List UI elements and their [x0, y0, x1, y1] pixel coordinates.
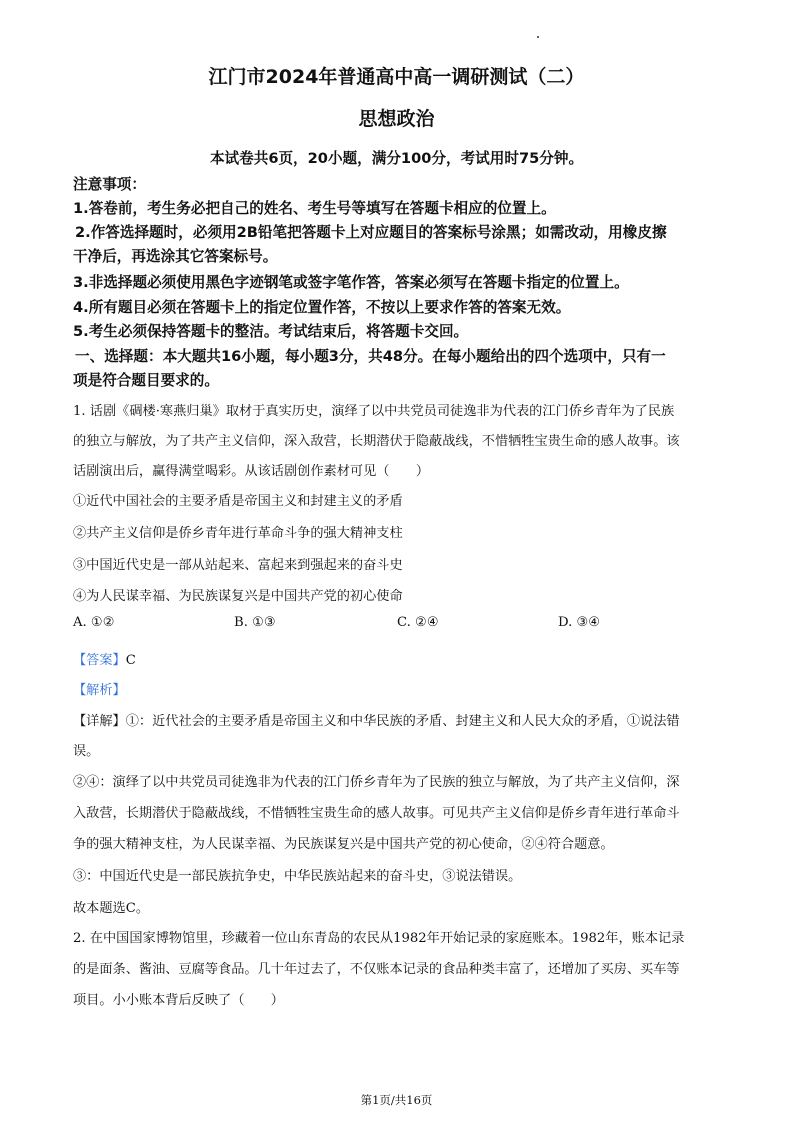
detail-line: ③：中国近代史是一部民族抗争史，中华民族站起来的奋斗史，③说法错误。	[73, 869, 522, 884]
subject-title: 思想政治	[358, 108, 435, 130]
exam-title: 江门市2024年普通高中高一调研测试（二）	[208, 66, 585, 88]
question-2-stem: 2. 在中国国家博物馆里，珍藏着一位山东青岛的农民从1982年开始记录的家庭账本。1982年，账本记录	[73, 931, 685, 946]
note-item: 4.所有题目必须在答题卡上的指定位置作答，不按以上要求作答的答案无效。	[73, 299, 571, 316]
question-1-stem: 话剧演出后，赢得满堂喝彩。从该话剧创作素材可见（ ）	[73, 464, 430, 479]
stray-mark	[537, 36, 539, 38]
statement-2: ②共产主义信仰是侨乡青年进行革命斗争的强大精神支柱	[73, 526, 403, 541]
analysis-tag: 【解析】	[73, 683, 126, 698]
question-1-stem: 1. 话剧《碉楼·寒燕归巢》取材于真实历史，演绎了以中共党员司徒逸非为代表的江门侨乡青年为了民族	[73, 404, 675, 419]
option-c: C. ②④	[397, 615, 439, 630]
answer-line	[73, 649, 136, 668]
section-heading: 一、选择题：本大题共16小题，每小题3分，共48分。在每小题给出的四个选项中，只有一	[75, 348, 666, 365]
exam-info: 本试卷共6页，20小题，满分100分，考试用时75分钟。	[209, 150, 584, 167]
detail-line: 误。	[73, 744, 100, 759]
note-item: 干净后，再选涂其它答案标号。	[73, 248, 278, 265]
detail-line: ②④：演绎了以中共党员司徒逸非为代表的江门侨乡青年为了民族的独立与解放，为了共产主义信仰，深	[73, 775, 680, 790]
statement-3: ③中国近代史是一部从站起来、富起来到强起来的奋斗史	[73, 558, 403, 573]
section-heading-cont: 项是符合题目要求的。	[73, 372, 219, 389]
question-1-stem: 的独立与解放，为了共产主义信仰，深入敌营，长期潜伏于隐蔽战线，不惜牺牲宝贵生命的感人故事。该	[73, 434, 680, 449]
detail-line: 入敌营，长期潜伏于隐蔽战线，不惜牺牲宝贵生命的感人故事。可见共产主义信仰是侨乡青年进行革命斗	[73, 806, 680, 821]
note-item: 5.考生必须保持答题卡的整洁。考试结束后，将答题卡交回。	[73, 323, 469, 340]
detail-line: 故本题选C。	[73, 901, 150, 916]
detail-line: 【详解】①：近代社会的主要矛盾是帝国主义和中华民族的矛盾、封建主义和人民大众的矛盾，①说法错	[73, 714, 680, 729]
statement-4: ④为人民谋幸福、为民族谋复兴是中国共产党的初心使命	[73, 589, 403, 604]
answer-value: C	[125, 653, 136, 668]
question-2-stem: 的是面条、酱油、豆腐等食品。几十年过去了，不仅账本记录的食品种类丰富了，还增加了买房、买车等	[73, 962, 680, 977]
note-item: 3.非选择题必须使用黑色字迹钢笔或签字笔作答，答案必须写在答题卡指定的位置上。	[73, 274, 629, 291]
option-d: D. ③④	[558, 615, 601, 630]
detail-line: 争的强大精神支柱，为人民谋幸福、为民族谋复兴是中国共产党的初心使命，②④符合题意。	[73, 837, 614, 852]
answer-tag: 【答案】	[73, 653, 126, 668]
option-b: B. ①③	[234, 615, 276, 630]
note-item: 1.答卷前，考生务必把自己的姓名、考生号等填写在答题卡相应的位置上。	[73, 200, 556, 217]
statement-1: ①近代中国社会的主要矛盾是帝国主义和封建主义的矛盾	[73, 494, 403, 509]
note-item: 2.作答选择题时，必须用2B铅笔把答题卡上对应题目的答案标号涂黑；如需改动，用橡皮擦	[75, 224, 667, 241]
page-number: 第1页/共16页	[360, 1093, 433, 1107]
notes-heading: 注意事项：	[73, 176, 146, 193]
option-a: A. ①②	[73, 615, 115, 630]
question-2-stem: 项目。小小账本背后反映了（ ）	[73, 993, 284, 1008]
